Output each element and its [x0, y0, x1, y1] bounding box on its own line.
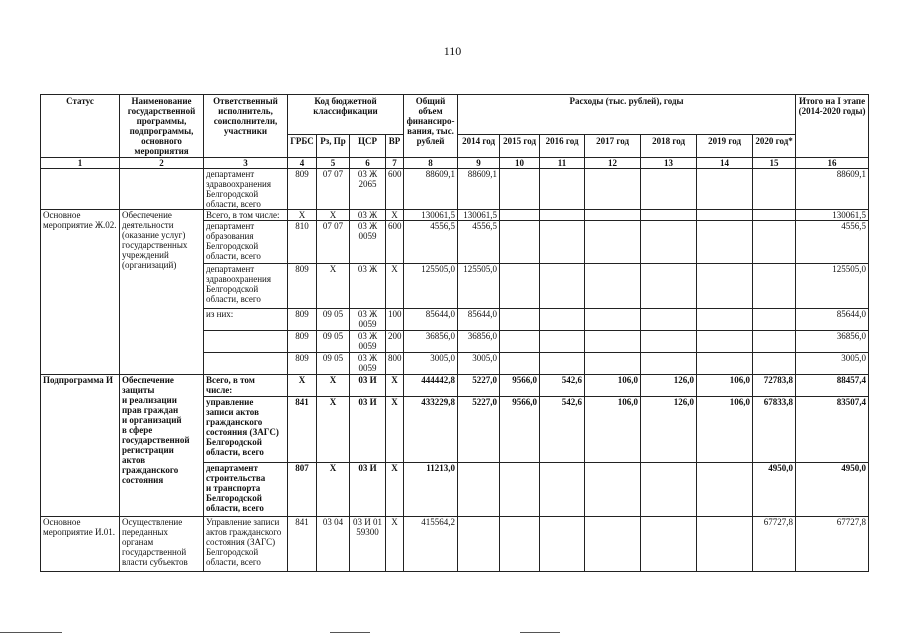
column-number: 2 — [120, 158, 204, 169]
total-cell: 85644,0 — [404, 309, 458, 331]
y2019-cell: 106,0 — [697, 375, 753, 397]
stage-total-cell: 85644,0 — [796, 309, 869, 331]
csr-cell: 03 Ж — [350, 210, 386, 221]
header-total-financing: Общий объем финансиро-вания, тыс. рублей — [404, 95, 458, 158]
y2016-cell — [540, 331, 585, 353]
total-cell: 444442,8 — [404, 375, 458, 397]
y2017-cell — [585, 463, 641, 517]
grbs-cell: 809 — [288, 353, 317, 375]
y2018-cell — [641, 221, 697, 264]
y2014-cell: 36856,0 — [458, 331, 500, 353]
y2019-cell — [697, 264, 753, 309]
y2015-cell — [500, 331, 540, 353]
responsible-cell: из них: — [204, 309, 288, 331]
y2017-cell — [585, 264, 641, 309]
column-number: 8 — [404, 158, 458, 169]
table-row — [41, 169, 869, 210]
y2019-cell — [697, 517, 753, 572]
y2015-cell — [500, 210, 540, 221]
responsible-cell: Всего, в том числе: — [204, 210, 288, 221]
status-cell: Подпрограмма И — [41, 375, 120, 517]
y2015-cell — [500, 463, 540, 517]
header-status: Статус — [41, 95, 120, 158]
y2018-cell — [641, 264, 697, 309]
grbs-cell: 841 — [288, 397, 317, 463]
rzpr-cell: 03 04 — [317, 517, 350, 572]
total-cell: 3005,0 — [404, 353, 458, 375]
y2020-cell — [753, 221, 796, 264]
y2018-cell: 126,0 — [641, 397, 697, 463]
column-number: 10 — [500, 158, 540, 169]
y2014-cell — [458, 517, 500, 572]
y2017-cell: 106,0 — [585, 375, 641, 397]
vr-cell: 100 — [386, 309, 404, 331]
column-number: 14 — [697, 158, 753, 169]
y2019-cell — [697, 169, 753, 210]
rzpr-cell: X — [317, 264, 350, 309]
budget-table — [40, 94, 869, 572]
header-responsible: Ответственный исполнитель, соисполнители, участники — [204, 95, 288, 158]
y2016-cell — [540, 353, 585, 375]
vr-cell: X — [386, 517, 404, 572]
grbs-cell: 809 — [288, 309, 317, 331]
column-number: 4 — [288, 158, 317, 169]
csr-cell: 03 И — [350, 375, 386, 397]
y2016-cell: 542,6 — [540, 397, 585, 463]
vr-cell: 800 — [386, 353, 404, 375]
y2015-cell — [500, 517, 540, 572]
y2016-cell — [540, 210, 585, 221]
y2014-cell: 3005,0 — [458, 353, 500, 375]
vr-cell: X — [386, 463, 404, 517]
column-number: 1 — [41, 158, 120, 169]
grbs-cell: 809 — [288, 331, 317, 353]
table-row — [41, 210, 869, 221]
header-2019: 2019 год — [697, 135, 753, 158]
rzpr-cell: X — [317, 463, 350, 517]
total-cell: 433229,8 — [404, 397, 458, 463]
column-number: 13 — [641, 158, 697, 169]
y2014-cell — [458, 463, 500, 517]
y2020-cell: 67833,8 — [753, 397, 796, 463]
vr-cell: X — [386, 397, 404, 463]
responsible-cell — [204, 331, 288, 353]
csr-cell: 03 Ж 2065 — [350, 169, 386, 210]
header-vr: ВР — [386, 135, 404, 158]
grbs-cell: 809 — [288, 169, 317, 210]
y2018-cell — [641, 517, 697, 572]
header-csr: ЦСР — [350, 135, 386, 158]
grbs-cell: 807 — [288, 463, 317, 517]
scan-artifact-line — [520, 632, 560, 633]
column-number: 12 — [585, 158, 641, 169]
name-cell: Обеспечение деятельности (оказание услуг) государственных учреждений (организаций) — [120, 210, 204, 375]
header-rzpr: Рз, Пр — [317, 135, 350, 158]
vr-cell: X — [386, 375, 404, 397]
y2019-cell — [697, 353, 753, 375]
stage-total-cell: 83507,4 — [796, 397, 869, 463]
stage-total-cell: 125505,0 — [796, 264, 869, 309]
column-number: 9 — [458, 158, 500, 169]
responsible-cell: Всего, в том числе: — [204, 375, 288, 397]
stage-total-cell: 36856,0 — [796, 331, 869, 353]
rzpr-cell: 09 05 — [317, 353, 350, 375]
total-cell: 415564,2 — [404, 517, 458, 572]
y2014-cell: 125505,0 — [458, 264, 500, 309]
csr-cell: 03 Ж 0059 — [350, 221, 386, 264]
column-number: 3 — [204, 158, 288, 169]
column-number: 15 — [753, 158, 796, 169]
y2016-cell — [540, 221, 585, 264]
total-cell: 36856,0 — [404, 331, 458, 353]
y2017-cell — [585, 210, 641, 221]
grbs-cell: X — [288, 375, 317, 397]
y2014-cell: 85644,0 — [458, 309, 500, 331]
total-cell: 11213,0 — [404, 463, 458, 517]
y2019-cell — [697, 331, 753, 353]
responsible-cell: департамент образования Белгородской области, всего — [204, 221, 288, 264]
csr-cell: 03 Ж — [350, 264, 386, 309]
y2020-cell: 4950,0 — [753, 463, 796, 517]
y2014-cell: 4556,5 — [458, 221, 500, 264]
responsible-cell: Управление записи актов гражданского состояния (ЗАГС) Белгородской области, всего — [204, 517, 288, 572]
responsible-cell: департамент строительства и транспорта Белгородской области, всего — [204, 463, 288, 517]
page-number: 110 — [443, 44, 462, 58]
vr-cell: 600 — [386, 221, 404, 264]
y2015-cell — [500, 264, 540, 309]
csr-cell: 03 Ж 0059 — [350, 353, 386, 375]
scan-artifact-line — [0, 632, 62, 633]
y2015-cell: 9566,0 — [500, 375, 540, 397]
name-cell — [120, 169, 204, 210]
y2017-cell — [585, 353, 641, 375]
total-cell: 125505,0 — [404, 264, 458, 309]
stage-total-cell: 88609,1 — [796, 169, 869, 210]
vr-cell: 200 — [386, 331, 404, 353]
column-number: 16 — [796, 158, 869, 169]
csr-cell: 03 Ж 0059 — [350, 309, 386, 331]
y2019-cell — [697, 463, 753, 517]
responsible-cell — [204, 353, 288, 375]
y2017-cell: 106,0 — [585, 397, 641, 463]
header-grbs: ГРБС — [288, 135, 317, 158]
header-2020: 2020 год* — [753, 135, 796, 158]
y2014-cell: 88609,1 — [458, 169, 500, 210]
y2015-cell: 9566,0 — [500, 397, 540, 463]
y2018-cell — [641, 463, 697, 517]
grbs-cell: 809 — [288, 264, 317, 309]
rzpr-cell: X — [317, 375, 350, 397]
y2020-cell — [753, 331, 796, 353]
y2019-cell — [697, 309, 753, 331]
y2020-cell — [753, 309, 796, 331]
y2017-cell — [585, 517, 641, 572]
csr-cell: 03 И — [350, 397, 386, 463]
y2014-cell: 130061,5 — [458, 210, 500, 221]
y2016-cell — [540, 517, 585, 572]
rzpr-cell: X — [317, 210, 350, 221]
y2015-cell — [500, 169, 540, 210]
vr-cell: X — [386, 210, 404, 221]
y2017-cell — [585, 331, 641, 353]
grbs-cell: 841 — [288, 517, 317, 572]
vr-cell: 600 — [386, 169, 404, 210]
y2016-cell: 542,6 — [540, 375, 585, 397]
column-number: 11 — [540, 158, 585, 169]
responsible-cell: департамент здравоохранения Белгородской области, всего — [204, 264, 288, 309]
grbs-cell: X — [288, 210, 317, 221]
stage-total-cell: 67727,8 — [796, 517, 869, 572]
column-number: 6 — [350, 158, 386, 169]
stage-total-cell: 3005,0 — [796, 353, 869, 375]
status-cell: Основное мероприятие Ж.02. — [41, 210, 120, 375]
header-expenses: Расходы (тыс. рублей), годы — [458, 95, 796, 135]
y2019-cell: 106,0 — [697, 397, 753, 463]
column-number: 7 — [386, 158, 404, 169]
y2019-cell — [697, 221, 753, 264]
header-2016: 2016 год — [540, 135, 585, 158]
y2018-cell: 126,0 — [641, 375, 697, 397]
name-cell: Обеспечение защиты и реализации прав граждан и организаций в сфере государственной регистрации актов гражданского состояния — [120, 375, 204, 517]
rzpr-cell: 07 07 — [317, 221, 350, 264]
responsible-cell: департамент здравоохранения Белгородской области, всего — [204, 169, 288, 210]
column-number: 5 — [317, 158, 350, 169]
y2015-cell — [500, 353, 540, 375]
total-cell: 4556,5 — [404, 221, 458, 264]
status-cell — [41, 169, 120, 210]
y2020-cell — [753, 210, 796, 221]
column-number-row — [41, 158, 869, 169]
stage-total-cell: 88457,4 — [796, 375, 869, 397]
y2016-cell — [540, 309, 585, 331]
header-name: Наименование государственной программы, подпрограммы, основного мероприятия — [120, 95, 204, 158]
y2020-cell: 72783,8 — [753, 375, 796, 397]
csr-cell: 03 И — [350, 463, 386, 517]
rzpr-cell: X — [317, 397, 350, 463]
vr-cell: X — [386, 264, 404, 309]
y2014-cell: 5227,0 — [458, 375, 500, 397]
stage-total-cell: 4556,5 — [796, 221, 869, 264]
y2018-cell — [641, 353, 697, 375]
y2020-cell — [753, 353, 796, 375]
header-2015: 2015 год — [500, 135, 540, 158]
table-row — [41, 375, 869, 397]
status-cell: Основное мероприятие И.01. — [41, 517, 120, 572]
stage-total-cell: 4950,0 — [796, 463, 869, 517]
y2018-cell — [641, 309, 697, 331]
y2019-cell — [697, 210, 753, 221]
y2020-cell: 67727,8 — [753, 517, 796, 572]
total-cell: 88609,1 — [404, 169, 458, 210]
header-stage-total: Итого на I этапе (2014-2020 годы) — [796, 95, 869, 158]
y2016-cell — [540, 169, 585, 210]
csr-cell: 03 Ж 0059 — [350, 331, 386, 353]
y2014-cell: 5227,0 — [458, 397, 500, 463]
y2015-cell — [500, 309, 540, 331]
rzpr-cell: 09 05 — [317, 331, 350, 353]
rzpr-cell: 07 07 — [317, 169, 350, 210]
y2020-cell — [753, 169, 796, 210]
header-2018: 2018 год — [641, 135, 697, 158]
y2017-cell — [585, 309, 641, 331]
y2015-cell — [500, 221, 540, 264]
y2020-cell — [753, 264, 796, 309]
y2016-cell — [540, 264, 585, 309]
name-cell: Осуществление переданных органам государственной власти субъектов — [120, 517, 204, 572]
rzpr-cell: 09 05 — [317, 309, 350, 331]
y2018-cell — [641, 210, 697, 221]
y2017-cell — [585, 169, 641, 210]
header-2017: 2017 год — [585, 135, 641, 158]
scan-artifact-line — [330, 632, 370, 633]
y2016-cell — [540, 463, 585, 517]
header-row-1 — [41, 95, 869, 135]
header-2014: 2014 год — [458, 135, 500, 158]
y2017-cell — [585, 221, 641, 264]
total-cell: 130061,5 — [404, 210, 458, 221]
grbs-cell: 810 — [288, 221, 317, 264]
y2018-cell — [641, 169, 697, 210]
table-row — [41, 517, 869, 572]
header-budget-code: Код бюджетной классификации — [288, 95, 404, 135]
y2018-cell — [641, 331, 697, 353]
responsible-cell: управление записи актов гражданского состояния (ЗАГС) Белгородской области, всего — [204, 397, 288, 463]
stage-total-cell: 130061,5 — [796, 210, 869, 221]
csr-cell: 03 И 01 59300 — [350, 517, 386, 572]
